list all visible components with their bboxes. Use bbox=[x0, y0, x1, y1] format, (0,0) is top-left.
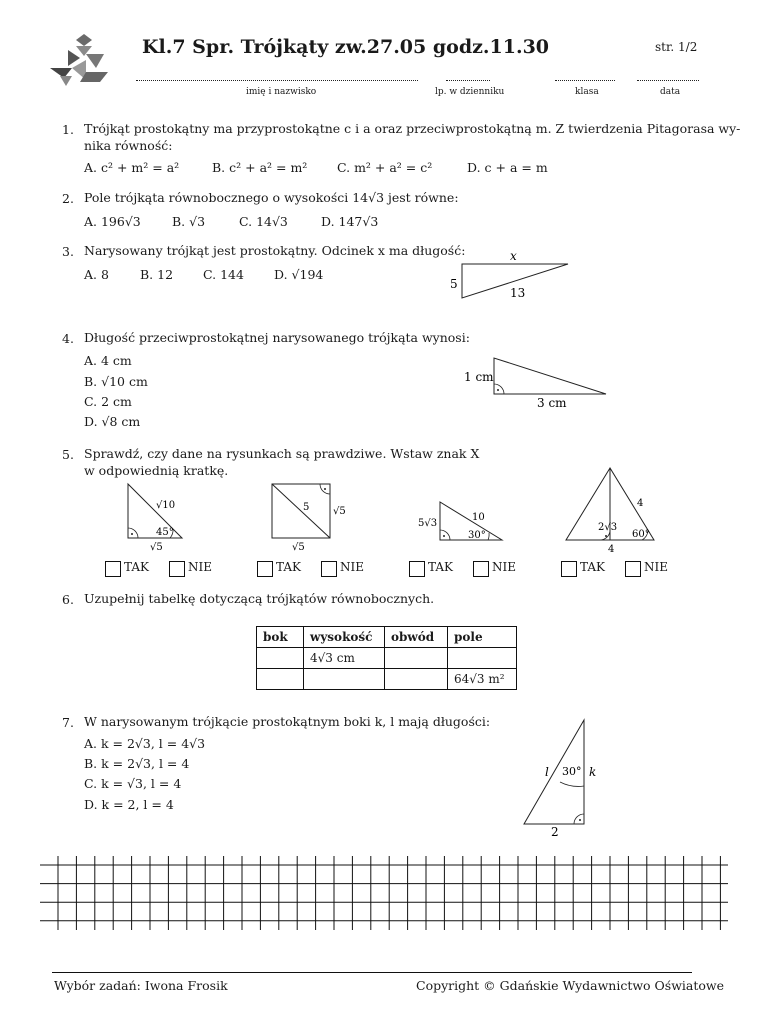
question-5-fig2-tak-checkbox[interactable] bbox=[257, 561, 273, 577]
question-7-label-l: l bbox=[545, 765, 549, 779]
question-7-text: W narysowanym trójkącie prostokątnym boki k, l mają długości: bbox=[84, 714, 491, 729]
question-5-fig2-nie-checkbox[interactable] bbox=[321, 561, 337, 577]
table-header-side: bok bbox=[257, 627, 304, 648]
question-4-option-b[interactable]: B. √10 cm bbox=[84, 374, 148, 389]
question-5-fig2-diag: 5 bbox=[303, 502, 310, 513]
footer-copyright: Copyright © Gdańskie Wydawnictwo Oświatowe bbox=[416, 978, 725, 993]
table-header-height: wysokość bbox=[304, 627, 385, 648]
question-2-text: Pole trójkąta równobocznego o wysokości 14√3 jest równe: bbox=[84, 190, 459, 205]
table-cell: 64√3 m² bbox=[448, 669, 517, 690]
question-4-number: 4. bbox=[62, 331, 74, 346]
table-cell[interactable] bbox=[304, 669, 385, 690]
class-field-line bbox=[555, 80, 615, 81]
table-cell: 4√3 cm bbox=[304, 648, 385, 669]
question-5-text-cont: w odpowiednią kratkę. bbox=[84, 463, 229, 478]
question-5-fig3-nie-checkbox[interactable] bbox=[473, 561, 489, 577]
question-7-option-d[interactable]: D. k = 2, l = 4 bbox=[84, 797, 174, 812]
table-cell[interactable] bbox=[257, 669, 304, 690]
question-1-text-cont: nika równość: bbox=[84, 138, 173, 153]
question-5-fig3-hyp: 10 bbox=[472, 512, 485, 523]
question-6-number: 6. bbox=[62, 592, 74, 607]
question-7-option-a[interactable]: A. k = 2√3, l = 4√3 bbox=[84, 736, 206, 751]
question-7-label-base: 2 bbox=[551, 825, 559, 838]
question-5-fig1-nie-label: NIE bbox=[188, 560, 212, 574]
name-field-label: imię i nazwisko bbox=[246, 87, 317, 97]
question-4-triangle bbox=[460, 352, 610, 412]
question-5-fig3-leg: 5√3 bbox=[418, 518, 438, 529]
question-5-fig1-tak-checkbox[interactable] bbox=[105, 561, 121, 577]
answer-grid[interactable] bbox=[40, 856, 728, 930]
question-5-fig4-tak-checkbox[interactable] bbox=[561, 561, 577, 577]
question-3-option-d[interactable]: D. √194 bbox=[274, 267, 324, 282]
question-5-fig4-height: 2√3 bbox=[598, 522, 618, 533]
question-5-fig2-nie-label: NIE bbox=[340, 560, 364, 574]
question-2-option-c[interactable]: C. 14√3 bbox=[239, 214, 288, 229]
question-1-text: Trójkąt prostokątny ma przyprostokątne c i a oraz przeciwprostokątną m. Z twierdzenia Pitagorasa wy- bbox=[84, 121, 741, 136]
question-4-option-d[interactable]: D. √8 cm bbox=[84, 414, 141, 429]
register-number-field-label: lp. w dzienniku bbox=[435, 87, 505, 97]
name-field-line bbox=[136, 80, 418, 81]
date-field-label: data bbox=[660, 87, 681, 97]
question-3-triangle bbox=[444, 248, 584, 304]
question-5-figure-1 bbox=[112, 480, 192, 552]
question-3-label-a: 5 bbox=[450, 277, 458, 291]
question-5-fig4-base: 4 bbox=[608, 544, 615, 555]
question-4-label-a: 1 cm bbox=[464, 370, 494, 384]
question-5-figure-2 bbox=[262, 480, 352, 552]
question-7-triangle bbox=[516, 714, 606, 838]
question-5-fig2-base: √5 bbox=[292, 542, 305, 552]
question-6-text: Uzupełnij tabelkę dotyczącą trójkątów równobocznych. bbox=[84, 591, 435, 606]
footer-rule bbox=[52, 972, 692, 973]
question-5-number: 5. bbox=[62, 447, 74, 462]
question-5-fig3-tak-label: TAK bbox=[428, 560, 453, 574]
question-5-fig1-base: √5 bbox=[150, 542, 163, 552]
question-7-option-b[interactable]: B. k = 2√3, l = 4 bbox=[84, 756, 190, 771]
question-5-fig3-nie-label: NIE bbox=[492, 560, 516, 574]
question-2-option-a[interactable]: A. 196√3 bbox=[84, 214, 141, 229]
question-2-number: 2. bbox=[62, 191, 74, 206]
question-5-figure-3 bbox=[416, 496, 506, 546]
date-field-line bbox=[637, 80, 699, 81]
question-1-option-d[interactable]: D. c + a = m bbox=[467, 160, 548, 175]
question-5-fig1-angle: 45° bbox=[156, 527, 174, 538]
question-5-fig4-angle: 60° bbox=[632, 529, 650, 540]
question-3-number: 3. bbox=[62, 244, 74, 259]
question-5-fig4-nie-label: NIE bbox=[644, 560, 668, 574]
question-3-option-a[interactable]: A. 8 bbox=[84, 267, 109, 282]
question-3-option-b[interactable]: B. 12 bbox=[140, 267, 174, 282]
table-cell[interactable] bbox=[257, 648, 304, 669]
question-5-fig3-angle: 30° bbox=[468, 530, 486, 541]
question-7-option-c[interactable]: C. k = √3, l = 4 bbox=[84, 776, 182, 791]
question-5-fig1-nie-checkbox[interactable] bbox=[169, 561, 185, 577]
question-4-text: Długość przeciwprostokątnej narysowanego trójkąta wynosi: bbox=[84, 330, 470, 345]
table-header-area: pole bbox=[448, 627, 517, 648]
question-5-text: Sprawdź, czy dane na rysunkach są prawdziwe. Wstaw znak X bbox=[84, 446, 480, 461]
question-7-label-angle: 30° bbox=[562, 765, 582, 778]
question-4-option-c[interactable]: C. 2 cm bbox=[84, 394, 132, 409]
question-3-text: Narysowany trójkąt jest prostokątny. Odcinek x ma długość: bbox=[84, 243, 466, 258]
page-number: str. 1/2 bbox=[655, 40, 698, 54]
question-4-label-b: 3 cm bbox=[537, 396, 567, 410]
publisher-logo bbox=[46, 32, 116, 88]
question-1-option-a[interactable]: A. c² + m² = a² bbox=[84, 160, 180, 175]
question-5-fig1-hyp: √10 bbox=[156, 500, 176, 511]
question-4-option-a[interactable]: A. 4 cm bbox=[84, 353, 132, 368]
question-5-fig2-tak-label: TAK bbox=[276, 560, 301, 574]
table-cell[interactable] bbox=[448, 648, 517, 669]
class-field-label: klasa bbox=[575, 87, 599, 97]
question-1-number: 1. bbox=[62, 122, 74, 137]
question-5-figure-4 bbox=[560, 464, 670, 556]
question-7-number: 7. bbox=[62, 715, 74, 730]
question-2-option-b[interactable]: B. √3 bbox=[172, 214, 206, 229]
table-header-perimeter: obwód bbox=[385, 627, 448, 648]
question-5-fig2-side: √5 bbox=[333, 506, 346, 517]
question-3-label-x: x bbox=[510, 249, 517, 263]
table-cell[interactable] bbox=[385, 669, 448, 690]
question-5-fig4-side: 4 bbox=[637, 498, 644, 509]
question-3-label-c: 13 bbox=[510, 286, 526, 300]
question-7-label-k: k bbox=[589, 765, 597, 779]
equilateral-triangle-table bbox=[256, 626, 517, 690]
question-1-option-b[interactable]: B. c² + a² = m² bbox=[212, 160, 308, 175]
table-cell[interactable] bbox=[385, 648, 448, 669]
question-2-option-d[interactable]: D. 147√3 bbox=[321, 214, 379, 229]
question-5-fig4-nie-checkbox[interactable] bbox=[625, 561, 641, 577]
question-5-fig3-tak-checkbox[interactable] bbox=[409, 561, 425, 577]
question-3-option-c[interactable]: C. 144 bbox=[203, 267, 244, 282]
register-number-field-line bbox=[446, 80, 490, 81]
question-5-fig4-tak-label: TAK bbox=[580, 560, 605, 574]
footer-author: Wybór zadań: Iwona Frosik bbox=[54, 978, 228, 993]
question-1-option-c[interactable]: C. m² + a² = c² bbox=[337, 160, 433, 175]
page-title: Kl.7 Spr. Trójkąty zw.27.05 godz.11.30 bbox=[142, 36, 550, 58]
question-5-fig1-tak-label: TAK bbox=[124, 560, 149, 574]
